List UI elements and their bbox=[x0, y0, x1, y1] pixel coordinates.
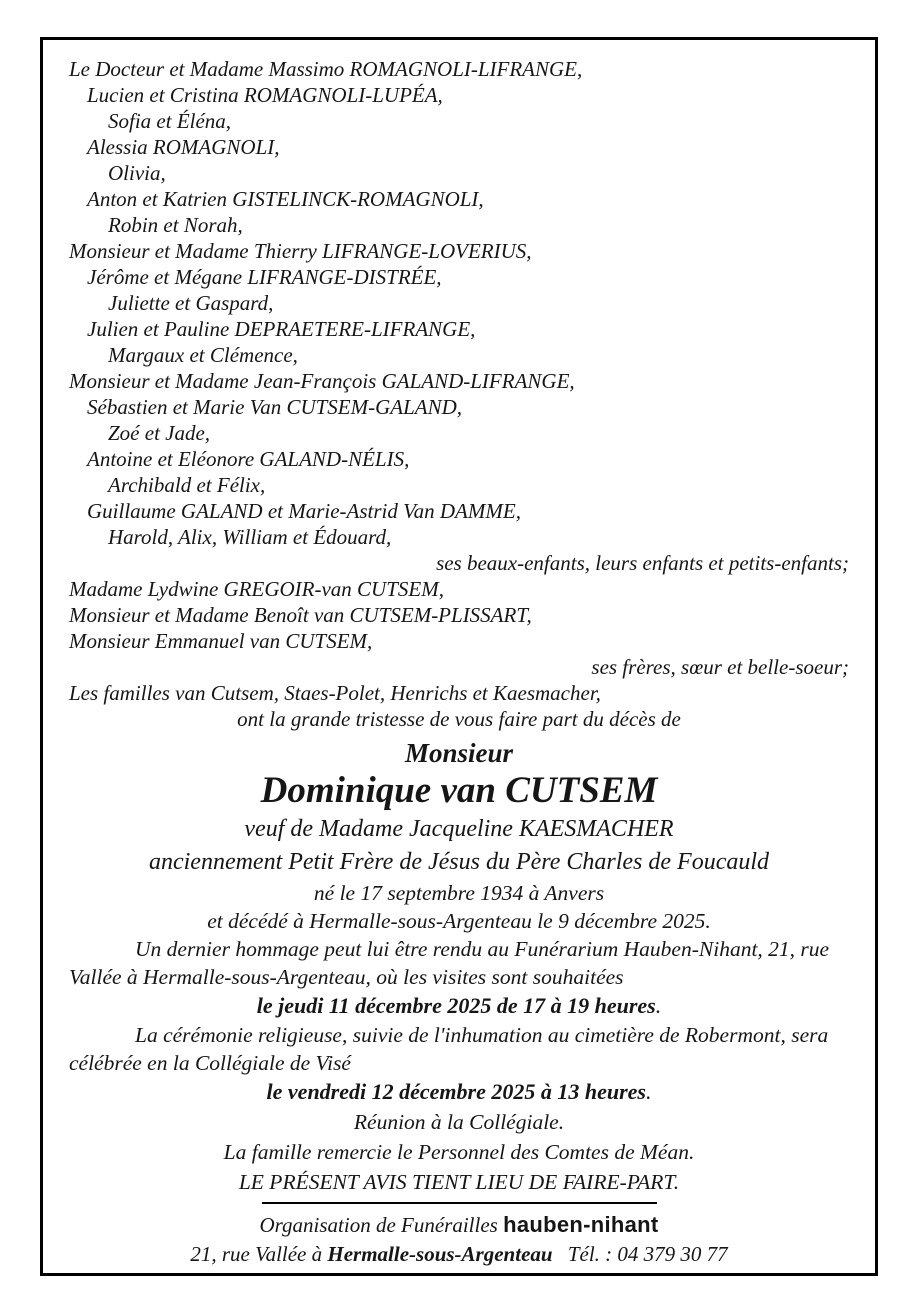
sibling-line: Monsieur et Madame Benoît van CUTSEM-PLISSART, bbox=[69, 603, 532, 627]
families-line: Les familles van Cutsem, Staes-Polet, Henrichs et Kaesmacher, bbox=[69, 681, 601, 705]
death-line: et décédé à Hermalle-sous-Argenteau le 9 décembre 2025. bbox=[207, 909, 711, 933]
footer-divider bbox=[262, 1202, 657, 1204]
family-block bbox=[69, 56, 849, 732]
visitation-datetime bbox=[69, 991, 849, 1021]
siblings-note: ses frères, sœur et belle-soeur; bbox=[591, 655, 849, 679]
family-line: Robin et Norah, bbox=[108, 213, 243, 237]
funeral-home-address-line bbox=[69, 1240, 849, 1269]
family-line: Antoine et Eléonore GALAND-NÉLIS, bbox=[87, 447, 410, 471]
family-line: Lucien et Cristina ROMAGNOLI-LUPÉA, bbox=[87, 83, 443, 107]
ceremony-datetime-suffix: . bbox=[645, 1079, 652, 1104]
visitation-paragraph: Un dernier hommage peut lui être rendu au Funérarium Hauben-Nihant, 21, rue Vallée à Hermalle-sous-Argenteau, où les visites sont souhaitées bbox=[69, 937, 830, 989]
religious-line: anciennement Petit Frère de Jésus du Père Charles de Foucauld bbox=[148, 849, 770, 875]
family-line: Sébastien et Marie Van CUTSEM-GALAND, bbox=[87, 395, 463, 419]
family-line: Jérôme et Mégane LIFRANGE-DISTRÉE, bbox=[87, 265, 442, 289]
funeral-home-prefix: Organisation de Funérailles bbox=[259, 1213, 498, 1237]
address-prefix: 21, rue Vallée à bbox=[190, 1242, 323, 1266]
family-line: Archibald et Félix, bbox=[108, 473, 266, 497]
family-line: Anton et Katrien GISTELINCK-ROMAGNOLI, bbox=[87, 187, 484, 211]
family-line: Margaux et Clémence, bbox=[108, 343, 298, 367]
family-line: Sofia et Éléna, bbox=[108, 109, 232, 133]
phone-number: Tél. : 04 379 30 77 bbox=[567, 1242, 728, 1266]
deceased-block bbox=[69, 737, 849, 935]
family-line: Harold, Alix, William et Édouard, bbox=[108, 525, 392, 549]
thanks-line: La famille remercie le Personnel des Comtes de Méan. bbox=[223, 1140, 695, 1164]
in-laws-note: ses beaux-enfants, leurs enfants et petits-enfants; bbox=[436, 551, 849, 575]
family-line: Le Docteur et Madame Massimo ROMAGNOLI-LIFRANGE, bbox=[69, 57, 583, 81]
family-line: Monsieur et Madame Jean-François GALAND-LIFRANGE, bbox=[69, 369, 575, 393]
address-city: Hermalle-sous-Argenteau bbox=[327, 1242, 553, 1266]
funeral-home-line bbox=[69, 1210, 849, 1240]
family-line: Olivia, bbox=[108, 161, 166, 185]
sibling-line: Madame Lydwine GREGOIR-van CUTSEM, bbox=[69, 577, 444, 601]
widower-line: veuf de Madame Jacqueline KAESMACHER bbox=[244, 816, 674, 842]
visitation-datetime-suffix: . bbox=[655, 993, 662, 1018]
family-line: Julien et Pauline DEPRAETERE-LIFRANGE, bbox=[87, 317, 476, 341]
visitation-block bbox=[69, 935, 849, 1021]
family-line: Guillaume GALAND et Marie-Astrid Van DAMME, bbox=[87, 499, 521, 523]
ceremony-paragraph: La cérémonie religieuse, suivie de l'inhumation au cimetière de Robermont, sera célébrée en la Collégiale de Visé bbox=[69, 1023, 829, 1075]
sibling-line: Monsieur Emmanuel van CUTSEM, bbox=[69, 629, 373, 653]
family-line: Alessia ROMAGNOLI, bbox=[87, 135, 280, 159]
ceremony-block bbox=[69, 1021, 849, 1137]
family-line: Monsieur et Madame Thierry LIFRANGE-LOVERIUS, bbox=[69, 239, 532, 263]
reunion-line: Réunion à la Collégiale. bbox=[353, 1110, 565, 1134]
family-line: Zoé et Jade, bbox=[108, 421, 211, 445]
deceased-name: Dominique van CUTSEM bbox=[260, 770, 658, 811]
family-line: Juliette et Gaspard, bbox=[108, 291, 274, 315]
birth-line: né le 17 septembre 1934 à Anvers bbox=[313, 881, 605, 905]
ceremony-datetime-text: le vendredi 12 décembre 2025 à 13 heures bbox=[266, 1079, 646, 1104]
visitation-datetime-text: le jeudi 11 décembre 2025 de 17 à 19 heures bbox=[256, 993, 656, 1018]
deceased-salutation: Monsieur bbox=[404, 738, 514, 768]
ceremony-datetime bbox=[69, 1077, 849, 1107]
intro-line: ont la grande tristesse de vous faire part du décès de bbox=[237, 707, 681, 731]
announcement-card bbox=[40, 37, 878, 1276]
legal-notice-line: LE PRÉSENT AVIS TIENT LIEU DE FAIRE-PART. bbox=[238, 1170, 680, 1194]
funeral-home-logo: hauben-nihant bbox=[503, 1212, 659, 1237]
